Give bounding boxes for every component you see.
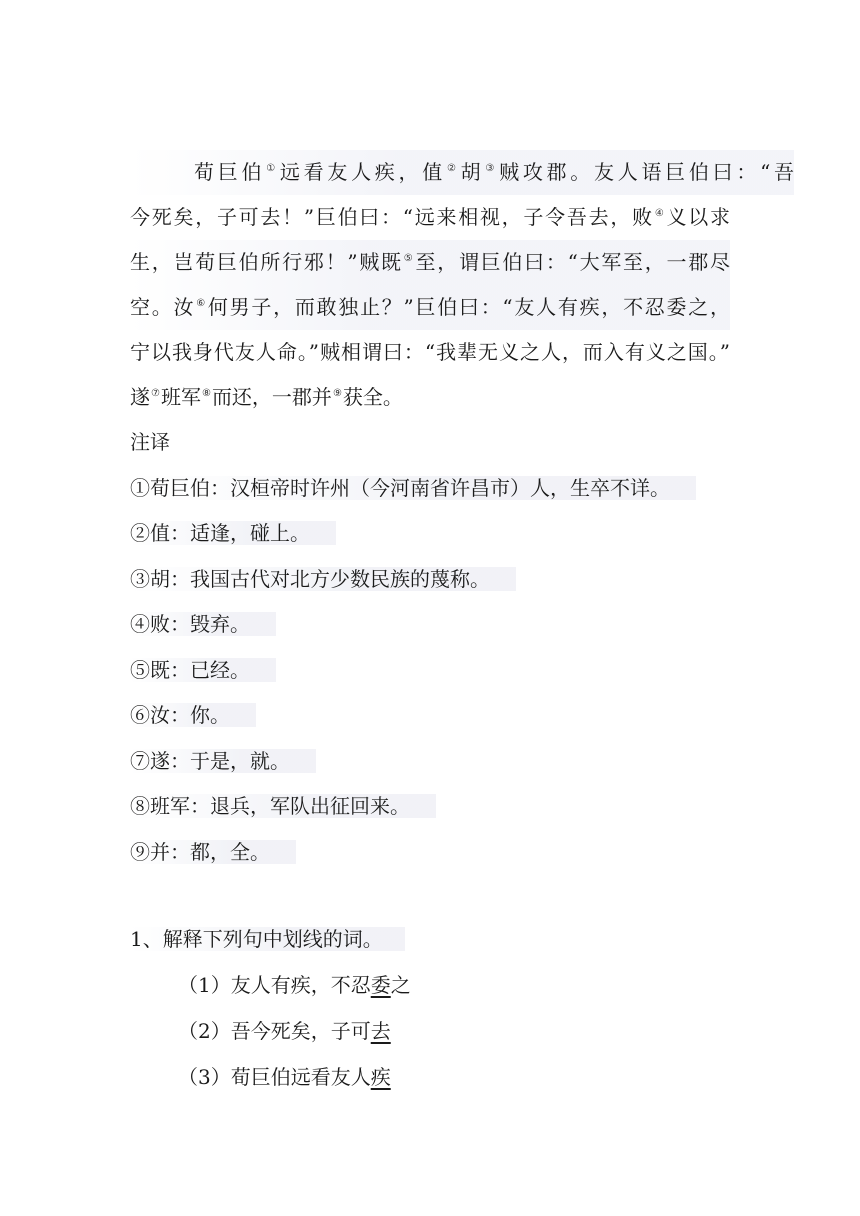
passage-text: 荀巨伯 [194,160,266,184]
question-suffix: 之 [390,973,411,997]
annotation-text: ⑨并：都，全。 [130,840,296,864]
annotation-item [130,648,740,694]
classical-passage [130,150,795,420]
annotation-text: ⑧班军：退兵，军队出征回来。 [130,794,436,818]
question-item [130,1008,740,1054]
passage-line [130,240,730,285]
passage-line [130,375,740,420]
passage-text: 宁以我身代友人命。”贼相谓曰：“我辈无义之人，而入有义之国。” [130,340,730,364]
annotations-heading-text: 注译 [130,430,170,454]
footnote-marker: ⑤ [403,253,415,264]
passage-line [130,195,730,240]
annotation-text: ⑥汝：你。 [130,703,256,727]
passage-text: 胡 [460,160,485,184]
footnote-marker: ③ [485,163,499,174]
passage-text: 生，岂荀巨伯所行邪！”贼既 [130,250,403,274]
footnote-marker: ① [266,163,279,174]
annotations-heading [130,420,740,466]
passage-text: 班军 [160,385,201,409]
underlined-word: 疾 [370,1065,391,1089]
passage-line [130,150,794,195]
annotation-item [130,830,740,876]
passage-text: 空。汝 [130,295,196,319]
footnote-marker: ⑦ [151,388,160,399]
passage-text: 遂 [130,385,150,409]
question-title-text: 1、解释下列句中划线的词。 [130,927,405,951]
annotation-item [130,602,740,648]
passage-text: 何男子，而敢独止？”巨伯曰：“友人有疾，不忍委之， [207,295,731,319]
annotation-text: ③胡：我国古代对北方少数民族的蔑称。 [130,567,516,591]
annotation-item [130,739,740,785]
annotation-text: ④败：毁弃。 [130,612,276,636]
question-item [130,1054,740,1100]
passage-text: 而还，一郡并 [211,385,332,409]
annotation-item [130,511,740,557]
annotation-item [130,784,740,830]
annotations-section [130,420,740,875]
passage-text: 获全。 [342,385,403,409]
question-title [130,916,740,962]
passage-text: 义以求 [666,205,731,229]
annotation-text: ⑦遂：于是，就。 [130,749,316,773]
question-prefix: （1）友人有疾，不忍 [178,973,371,997]
underlined-word: 去 [370,1019,391,1043]
annotation-item [130,466,740,512]
passage-text: 远看友人疾，值 [279,160,446,184]
footnote-marker: ⑧ [201,388,211,399]
underlined-word: 委 [370,973,391,997]
passage-line [130,330,730,375]
footnote-marker: ⑨ [332,388,342,399]
annotation-text: ②值：适逢，碰上。 [130,521,336,545]
annotation-item [130,693,740,739]
passage-text: 今死矣，子可去！”巨伯曰：“远来相视，子令吾去，败 [130,205,654,229]
question-prefix: （2）吾今死矣，子可 [178,1019,371,1043]
annotation-item [130,557,740,603]
passage-text: 贼攻郡。友人语巨伯曰：“吾 [499,160,795,184]
question-item [130,962,740,1008]
footnote-marker: ④ [654,208,666,219]
question-prefix: （3）荀巨伯远看友人 [178,1065,371,1089]
annotation-text: ⑤既：已经。 [130,658,276,682]
passage-text: 至，谓巨伯曰：“大军至，一郡尽 [415,250,730,274]
questions-section [130,916,740,1100]
annotation-text: ①荀巨伯：汉桓帝时许州（今河南省许昌市）人，生卒不详。 [130,476,696,500]
footnote-marker: ⑥ [196,298,207,309]
footnote-marker: ② [446,163,460,174]
passage-line [130,285,730,330]
